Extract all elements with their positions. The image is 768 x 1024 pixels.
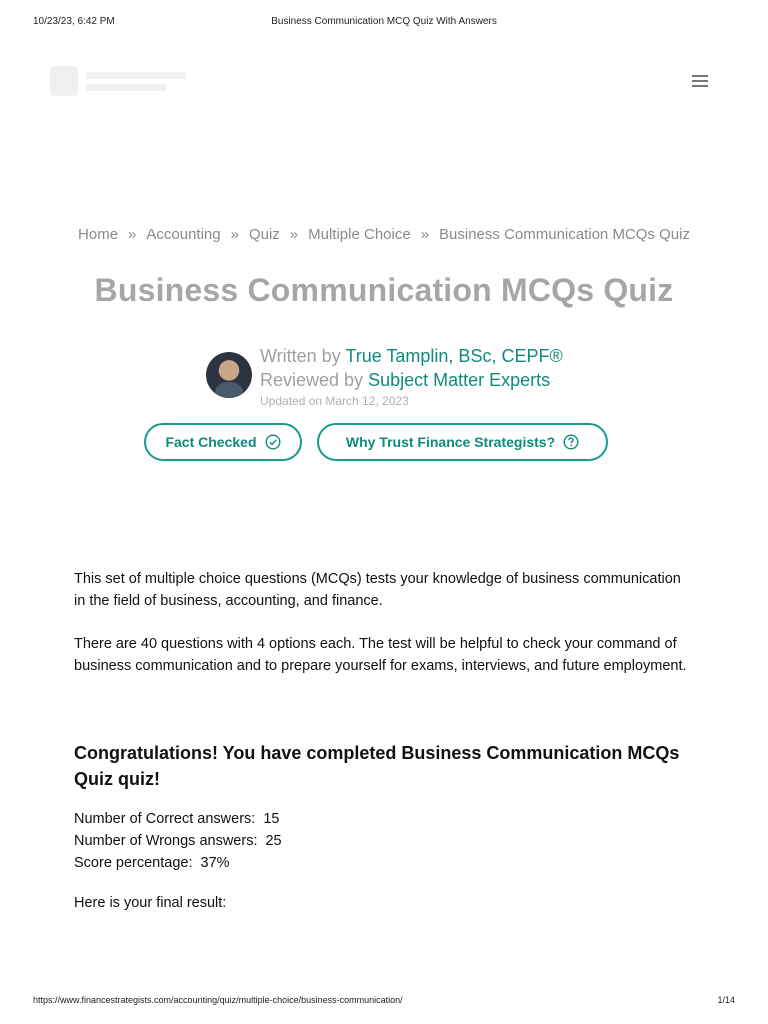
print-page-number: 1/14	[717, 995, 735, 1005]
congrats-heading: Congratulations! You have completed Business Communication MCQs Quiz quiz!	[74, 743, 680, 789]
author-lines	[260, 344, 563, 410]
result-label: Score percentage:	[74, 855, 193, 871]
result-wrong	[74, 830, 282, 852]
result-label: Number of Correct answers:	[74, 811, 256, 827]
page-title: Business Communication MCQs Quiz	[94, 272, 674, 308]
breadcrumb-current[interactable]: Business Communication MCQs Quiz	[439, 226, 690, 243]
result-value: 15	[263, 811, 280, 827]
breadcrumb-multiple-choice[interactable]: Multiple Choice	[308, 226, 411, 243]
breadcrumb-home[interactable]: Home	[78, 226, 119, 243]
breadcrumb-quiz[interactable]: Quiz	[248, 226, 280, 243]
result-value: 37%	[200, 855, 230, 871]
fact-checked-button[interactable]	[144, 423, 302, 461]
intro-paragraph-2: There are 40 questions with 4 options each. The test will be helpful to check your command of business communication and to prepare yourself for exams, interviews, and future employment.	[74, 636, 687, 674]
breadcrumb-separator: »	[420, 226, 430, 243]
breadcrumb-separator: »	[128, 226, 137, 243]
author-link[interactable]: True Tamplin, BSc, CEPF®	[345, 346, 563, 366]
check-circle-icon	[265, 434, 281, 450]
why-trust-button[interactable]	[317, 423, 608, 461]
written-by-prefix: Written by	[260, 346, 341, 366]
quiz-results	[74, 808, 282, 874]
result-score	[74, 852, 282, 874]
reviewed-by-line	[260, 368, 563, 392]
hamburger-menu-icon[interactable]	[690, 73, 710, 89]
result-label: Number of Wrongs answers:	[74, 833, 258, 849]
author-block	[204, 344, 604, 414]
print-datetime: 10/23/23, 6:42 PM	[33, 16, 115, 27]
reviewed-by-prefix: Reviewed by	[260, 370, 364, 390]
result-value: 25	[265, 833, 282, 849]
author-avatar	[206, 352, 252, 398]
intro-paragraph-1: This set of multiple choice questions (MCQs) tests your knowledge of business communication in the field of business, accounting, and finance.	[74, 571, 681, 609]
fact-checked-label: Fact Checked	[165, 434, 257, 450]
site-logo[interactable]	[48, 62, 193, 100]
result-correct	[74, 808, 282, 830]
breadcrumb-separator: »	[289, 226, 299, 243]
written-by-line	[260, 344, 563, 368]
print-doc-title: Business Communication MCQ Quiz With Answers	[271, 16, 497, 27]
breadcrumb-accounting[interactable]: Accounting	[146, 226, 221, 243]
breadcrumb	[0, 226, 768, 243]
question-circle-icon	[563, 434, 579, 450]
why-trust-label: Why Trust Finance Strategists?	[345, 434, 556, 450]
print-footer	[0, 995, 768, 1009]
finance-strategists-logo-icon	[48, 62, 193, 100]
print-header	[0, 16, 768, 30]
print-url: https://www.financestrategists.com/accounting/quiz/multiple-choice/business-communication/	[33, 995, 403, 1005]
final-result-text: Here is your final result:	[74, 895, 227, 911]
reviewer-link[interactable]: Subject Matter Experts	[368, 370, 551, 390]
breadcrumb-separator: »	[230, 226, 239, 243]
updated-date: Updated on March 12, 2023	[260, 394, 409, 408]
